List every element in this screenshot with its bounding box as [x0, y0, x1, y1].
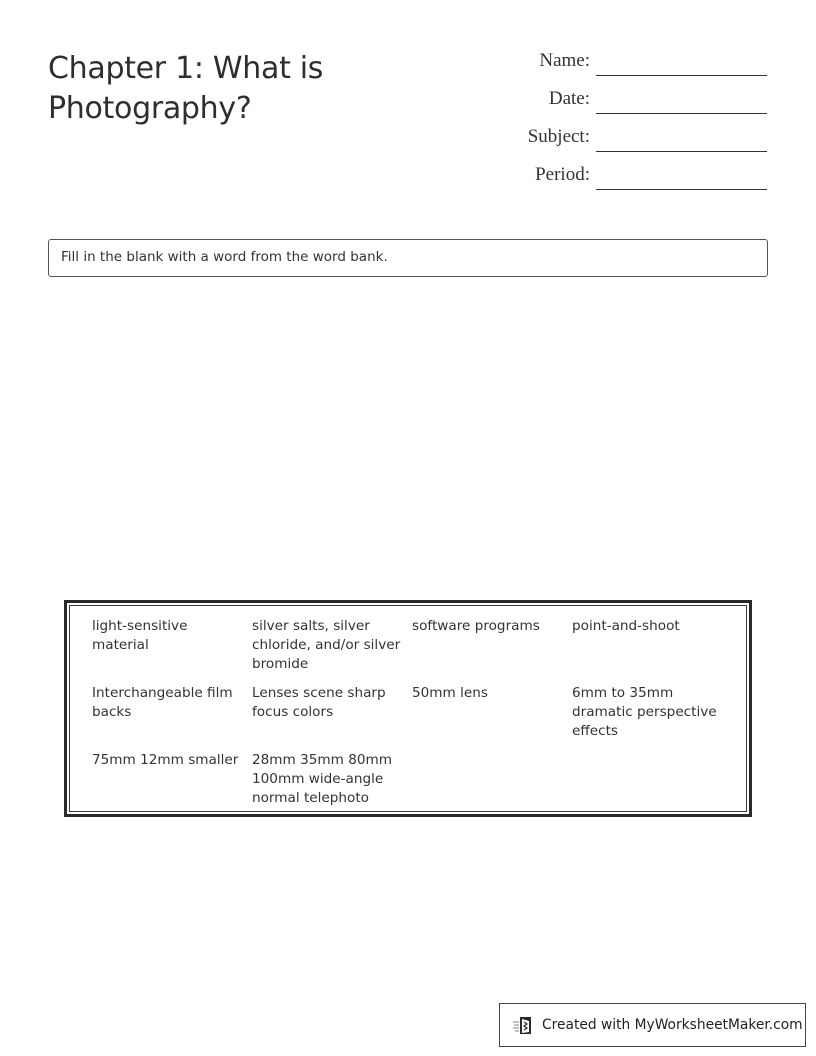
word-bank-item: silver salts, silver chloride, and/or silver bromide [252, 618, 401, 672]
word-bank-item: software programs [412, 618, 540, 634]
period-input-line[interactable] [596, 189, 767, 190]
word-bank-item: 6mm to 35mm dramatic perspective effects [572, 685, 717, 739]
date-field[interactable] [500, 88, 770, 118]
date-label: Date: [548, 88, 590, 109]
word-bank-item: 50mm lens [412, 685, 488, 701]
word-bank-item: point-and-shoot [572, 618, 680, 634]
name-label: Name: [539, 50, 590, 71]
word-bank-inner [69, 605, 747, 812]
worksheet-logo-icon [512, 1014, 534, 1036]
footer-credit[interactable] [499, 1003, 806, 1047]
subject-input-line[interactable] [596, 151, 767, 152]
instructions-text: Fill in the blank with a word from the word bank. [61, 249, 388, 265]
date-input-line[interactable] [596, 113, 767, 114]
word-bank-item: light-sensitive material [92, 618, 188, 653]
instructions-box [48, 239, 768, 277]
period-label: Period: [535, 164, 590, 185]
name-field[interactable] [500, 50, 770, 80]
word-bank-item: Lenses scene sharp focus colors [252, 685, 386, 720]
word-bank-item: Interchangeable film backs [92, 685, 233, 720]
word-bank [64, 600, 752, 817]
subject-label: Subject: [527, 126, 590, 147]
period-field[interactable] [500, 164, 770, 194]
worksheet-title: Chapter 1: What is Photography? [48, 51, 324, 126]
name-input-line[interactable] [596, 75, 767, 76]
subject-field[interactable] [500, 126, 770, 156]
word-bank-item: 75mm 12mm smaller [92, 752, 239, 768]
word-bank-item: 28mm 35mm 80mm 100mm wide-angle normal telephoto [252, 752, 392, 806]
footer-text: Created with MyWorksheetMaker.com [542, 1017, 803, 1033]
